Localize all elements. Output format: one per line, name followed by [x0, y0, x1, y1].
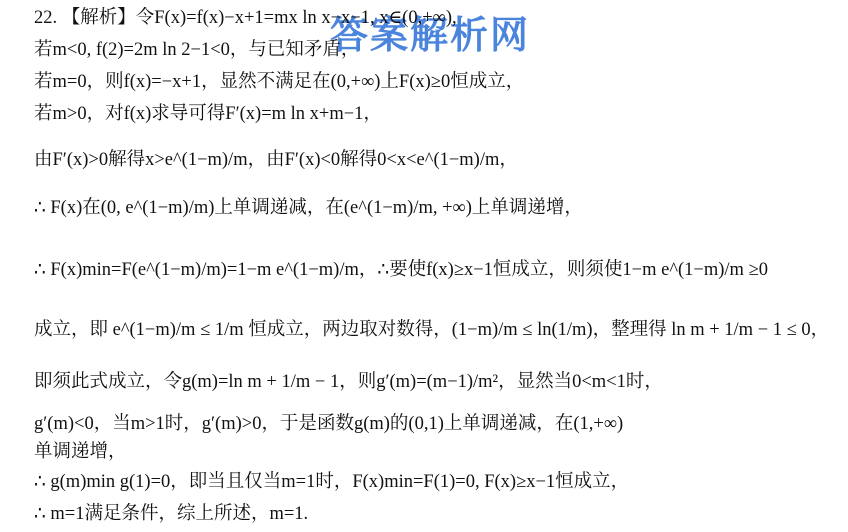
solution-line-8: 成立，即 e^(1−m)/m ≤ 1/m 恒成立，两边取对数得，(1−m)/m ≤ ln(1/m)，整理得 ln m + 1/m − 1 ≤ 0， [34, 320, 830, 340]
solution-line-10: g′(m)<0，当m>1时，g′(m)>0，于是函数g(m)的(0,1)上单调递减，在(1,+∞) [34, 414, 624, 434]
solution-line-11: 单调递增， [34, 442, 127, 462]
solution-line-12: ∴ g(m)min g(1)=0，即当且仅当m=1时，F(x)min=F(1)=0, F(x)≥x−1恒成立， [34, 472, 630, 492]
solution-line-7: ∴ F(x)min=F(e^(1−m)/m)=1−m e^(1−m)/m，∴要使f(x)≥x−1恒成立，则须使1−m e^(1−m)/m ≥0 [34, 260, 768, 280]
solution-line-1: 22. 【解析】令F(x)=f(x)−x+1=mx ln x−x−1, x∈(0,+∞), [34, 8, 457, 28]
watermark: 答案解析网 [330, 13, 531, 57]
solution-line-9: 即须此式成立，令g(m)=ln m + 1/m − 1，则g′(m)=(m−1)/m²，显然当0<m<1时， [34, 372, 663, 392]
solution-line-4: 若m>0，对f(x)求导可得F′(x)=m ln x+m−1， [34, 104, 382, 124]
solution-line-3: 若m=0，则f(x)=−x+1，显然不满足在(0,+∞)上F(x)≥0恒成立， [34, 72, 525, 92]
solution-line-5: 由F′(x)>0解得x>e^(1−m)/m，由F′(x)<0解得0<x<e^(1−m)/m， [34, 150, 518, 170]
solution-line-13: ∴ m=1满足条件，综上所述，m=1. [34, 504, 309, 524]
solution-line-2: 若m<0, f(2)=2m ln 2−1<0，与已知矛盾， [34, 40, 360, 60]
solution-line-6: ∴ F(x)在(0, e^(1−m)/m)上单调递减，在(e^(1−m)/m, +∞)上单调递增， [34, 198, 583, 218]
